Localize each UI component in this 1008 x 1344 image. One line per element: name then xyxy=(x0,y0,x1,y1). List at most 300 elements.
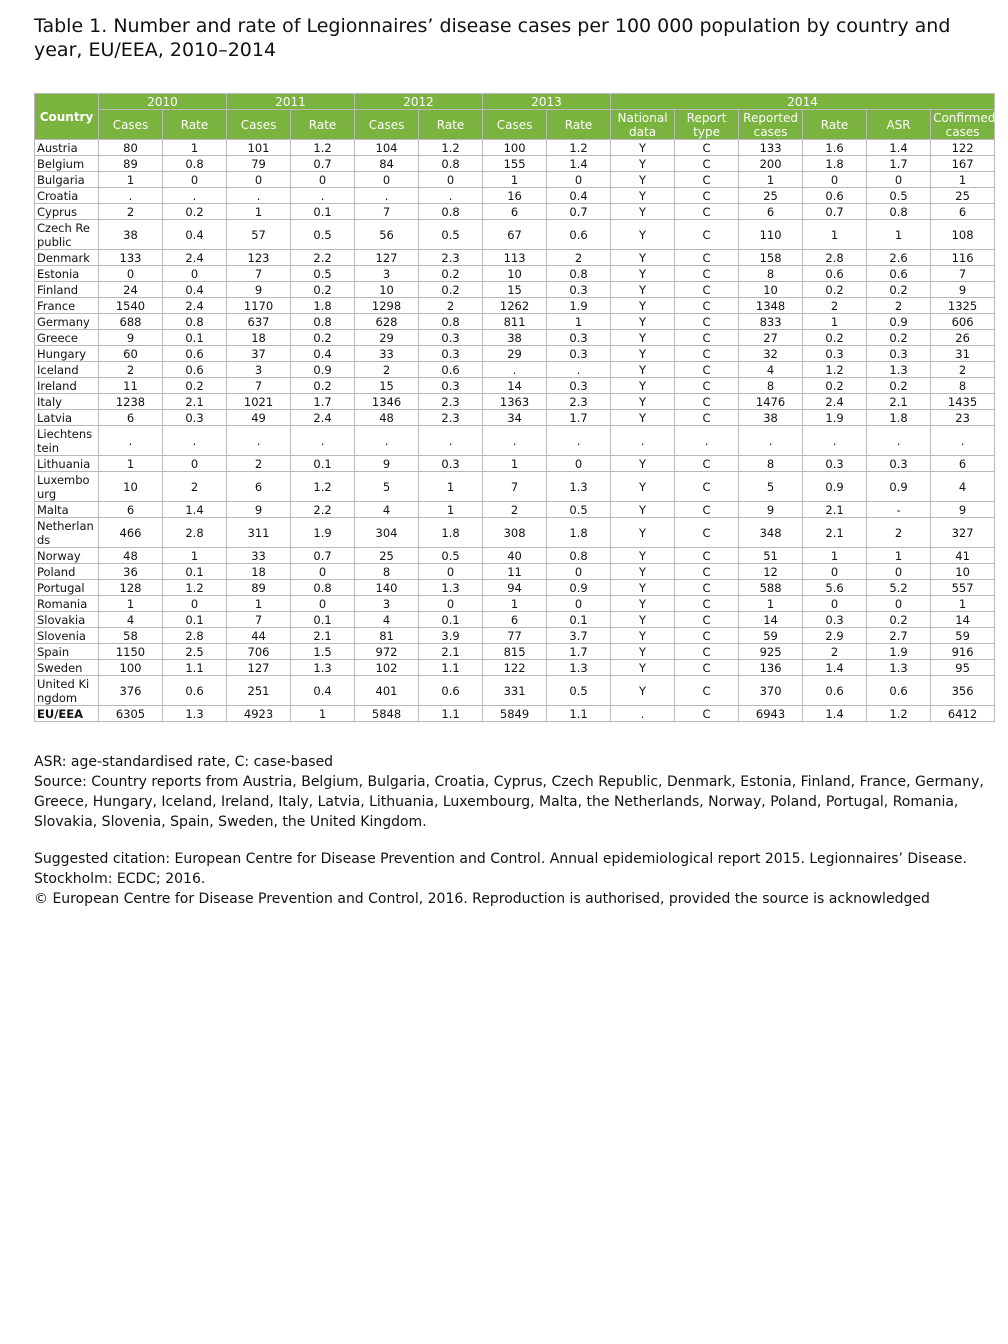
value-cell: . xyxy=(227,188,291,204)
value-cell: 2 xyxy=(867,518,931,548)
value-cell: C xyxy=(675,410,739,426)
value-cell: 38 xyxy=(739,410,803,426)
value-cell: 1.2 xyxy=(291,472,355,502)
value-cell: C xyxy=(675,676,739,706)
value-cell: 0 xyxy=(867,564,931,580)
value-cell: Y xyxy=(611,676,675,706)
value-cell: 0.3 xyxy=(547,282,611,298)
value-cell: 7 xyxy=(931,266,995,282)
value-cell: 10 xyxy=(483,266,547,282)
value-cell: 128 xyxy=(99,580,163,596)
value-cell: 6 xyxy=(99,410,163,426)
value-cell: . xyxy=(803,426,867,456)
value-cell: Y xyxy=(611,220,675,250)
value-cell: 25 xyxy=(739,188,803,204)
country-cell: Netherlands xyxy=(35,518,99,548)
country-cell: Portugal xyxy=(35,580,99,596)
value-cell: 4 xyxy=(355,612,419,628)
value-cell: 2.8 xyxy=(163,518,227,548)
value-cell: 0.4 xyxy=(291,346,355,362)
value-cell: 304 xyxy=(355,518,419,548)
value-cell: C xyxy=(675,314,739,330)
header-subcol: Confirmed cases xyxy=(931,110,995,140)
value-cell: 7 xyxy=(227,378,291,394)
value-cell: 0 xyxy=(163,172,227,188)
header-subcol: Cases xyxy=(99,110,163,140)
value-cell: . xyxy=(611,426,675,456)
value-cell: 2.1 xyxy=(803,518,867,548)
table-row xyxy=(35,472,995,502)
value-cell: C xyxy=(675,548,739,564)
value-cell: 1 xyxy=(419,472,483,502)
value-cell: 1348 xyxy=(739,298,803,314)
value-cell: 41 xyxy=(931,548,995,564)
table-row xyxy=(35,282,995,298)
value-cell: . xyxy=(739,426,803,456)
header-subcol: Cases xyxy=(483,110,547,140)
value-cell: 0.1 xyxy=(291,456,355,472)
country-cell: Belgium xyxy=(35,156,99,172)
value-cell: 0 xyxy=(419,172,483,188)
value-cell: 0.3 xyxy=(867,456,931,472)
value-cell: 0.9 xyxy=(867,314,931,330)
value-cell: 0.6 xyxy=(867,266,931,282)
value-cell: 1.2 xyxy=(803,362,867,378)
value-cell: 9 xyxy=(739,502,803,518)
value-cell: 1 xyxy=(739,596,803,612)
value-cell: Y xyxy=(611,298,675,314)
value-cell: 0.6 xyxy=(163,676,227,706)
value-cell: 1021 xyxy=(227,394,291,410)
value-cell: 12 xyxy=(739,564,803,580)
value-cell: 401 xyxy=(355,676,419,706)
value-cell: Y xyxy=(611,204,675,220)
value-cell: Y xyxy=(611,410,675,426)
value-cell: 1 xyxy=(227,596,291,612)
country-cell: Cyprus xyxy=(35,204,99,220)
country-cell: EU/EEA xyxy=(35,706,99,722)
value-cell: 1 xyxy=(803,548,867,564)
value-cell: 4 xyxy=(739,362,803,378)
value-cell: 972 xyxy=(355,644,419,660)
value-cell: 2.8 xyxy=(803,250,867,266)
value-cell: 5 xyxy=(355,472,419,502)
value-cell: 1.3 xyxy=(163,706,227,722)
value-cell: 34 xyxy=(483,410,547,426)
table-header xyxy=(35,94,995,140)
value-cell: 1346 xyxy=(355,394,419,410)
value-cell: 37 xyxy=(227,346,291,362)
table-row xyxy=(35,314,995,330)
value-cell: 7 xyxy=(483,472,547,502)
value-cell: . xyxy=(163,188,227,204)
header-year: 2012 xyxy=(355,94,483,110)
value-cell: 58 xyxy=(99,628,163,644)
value-cell: 916 xyxy=(931,644,995,660)
value-cell: 311 xyxy=(227,518,291,548)
table-row xyxy=(35,676,995,706)
value-cell: 15 xyxy=(483,282,547,298)
value-cell: 33 xyxy=(355,346,419,362)
value-cell: Y xyxy=(611,330,675,346)
value-cell: 1 xyxy=(867,548,931,564)
value-cell: 23 xyxy=(931,410,995,426)
value-cell: 9 xyxy=(355,456,419,472)
value-cell: 0.6 xyxy=(419,362,483,378)
value-cell: 0.3 xyxy=(419,330,483,346)
value-cell: 11 xyxy=(483,564,547,580)
value-cell: 89 xyxy=(227,580,291,596)
copyright-note: © European Centre for Disease Prevention and Control, 2016. Reproduction is authorised, provided the source is acknowledged xyxy=(34,891,930,907)
value-cell: Y xyxy=(611,628,675,644)
value-cell: Y xyxy=(611,456,675,472)
value-cell: 59 xyxy=(931,628,995,644)
value-cell: 1.7 xyxy=(547,644,611,660)
value-cell: 155 xyxy=(483,156,547,172)
value-cell: 2.1 xyxy=(291,628,355,644)
value-cell: 25 xyxy=(931,188,995,204)
value-cell: 1.1 xyxy=(547,706,611,722)
value-cell: 0 xyxy=(227,172,291,188)
value-cell: 26 xyxy=(931,330,995,346)
value-cell: Y xyxy=(611,580,675,596)
value-cell: 6 xyxy=(931,204,995,220)
value-cell: 251 xyxy=(227,676,291,706)
value-cell: Y xyxy=(611,394,675,410)
value-cell: C xyxy=(675,580,739,596)
value-cell: 0.2 xyxy=(867,330,931,346)
value-cell: 2 xyxy=(547,250,611,266)
value-cell: 67 xyxy=(483,220,547,250)
value-cell: 0.5 xyxy=(291,220,355,250)
value-cell: 0.1 xyxy=(163,612,227,628)
value-cell: 0.1 xyxy=(547,612,611,628)
value-cell: 348 xyxy=(739,518,803,548)
value-cell: 10 xyxy=(99,472,163,502)
value-cell: 0.6 xyxy=(547,220,611,250)
table-row xyxy=(35,660,995,676)
value-cell: 331 xyxy=(483,676,547,706)
value-cell: 2 xyxy=(419,298,483,314)
value-cell: 1.4 xyxy=(803,660,867,676)
value-cell: 48 xyxy=(99,548,163,564)
table-row xyxy=(35,628,995,644)
country-cell: Romania xyxy=(35,596,99,612)
value-cell: 0 xyxy=(867,172,931,188)
citation-note: Suggested citation: European Centre for Disease Prevention and Control. Annual epidemiological report 2015. Legionnaires’ Disease. Stockholm: ECDC; 2016. xyxy=(34,851,967,887)
value-cell: 2.3 xyxy=(547,394,611,410)
value-cell: . xyxy=(867,426,931,456)
value-cell: 33 xyxy=(227,548,291,564)
value-cell: 14 xyxy=(739,612,803,628)
value-cell: 0.3 xyxy=(803,612,867,628)
value-cell: 0.1 xyxy=(291,204,355,220)
value-cell: 79 xyxy=(227,156,291,172)
table-row xyxy=(35,220,995,250)
country-cell: Malta xyxy=(35,502,99,518)
value-cell: 1476 xyxy=(739,394,803,410)
table-row xyxy=(35,298,995,314)
value-cell: C xyxy=(675,330,739,346)
value-cell: 0.3 xyxy=(547,346,611,362)
value-cell: 0.3 xyxy=(419,456,483,472)
value-cell: 81 xyxy=(355,628,419,644)
value-cell: 9 xyxy=(931,282,995,298)
value-cell: 0.2 xyxy=(163,204,227,220)
value-cell: 6 xyxy=(739,204,803,220)
value-cell: 1170 xyxy=(227,298,291,314)
table-row xyxy=(35,250,995,266)
header-subcol: Rate xyxy=(419,110,483,140)
value-cell: 3.7 xyxy=(547,628,611,644)
value-cell: Y xyxy=(611,140,675,156)
value-cell: 0 xyxy=(163,456,227,472)
value-cell: 1.3 xyxy=(419,580,483,596)
value-cell: 127 xyxy=(227,660,291,676)
value-cell: 6 xyxy=(483,204,547,220)
value-cell: 0.6 xyxy=(163,346,227,362)
value-cell: 140 xyxy=(355,580,419,596)
value-cell: 38 xyxy=(99,220,163,250)
value-cell: 1540 xyxy=(99,298,163,314)
value-cell: 2.1 xyxy=(419,644,483,660)
value-cell: 925 xyxy=(739,644,803,660)
value-cell: 5 xyxy=(739,472,803,502)
value-cell: 116 xyxy=(931,250,995,266)
value-cell: . xyxy=(291,426,355,456)
value-cell: 1 xyxy=(227,204,291,220)
value-cell: 94 xyxy=(483,580,547,596)
value-cell: 1.4 xyxy=(803,706,867,722)
value-cell: 56 xyxy=(355,220,419,250)
value-cell: 308 xyxy=(483,518,547,548)
value-cell: 1 xyxy=(99,172,163,188)
value-cell: 3 xyxy=(355,266,419,282)
value-cell: . xyxy=(419,426,483,456)
country-cell: Luxembourg xyxy=(35,472,99,502)
value-cell: 1 xyxy=(931,596,995,612)
country-cell: Bulgaria xyxy=(35,172,99,188)
country-cell: Croatia xyxy=(35,188,99,204)
value-cell: 0.1 xyxy=(163,564,227,580)
value-cell: C xyxy=(675,188,739,204)
value-cell: 0.8 xyxy=(291,314,355,330)
table-row xyxy=(35,580,995,596)
value-cell: 2.1 xyxy=(163,394,227,410)
country-cell: Denmark xyxy=(35,250,99,266)
value-cell: 637 xyxy=(227,314,291,330)
page-title: Table 1. Number and rate of Legionnaires’ disease cases per 100 000 population by country and year, EU/EEA, 2010–2014 xyxy=(34,15,951,61)
value-cell: 0.2 xyxy=(867,282,931,298)
value-cell: 6 xyxy=(99,502,163,518)
value-cell: 4 xyxy=(931,472,995,502)
value-cell: Y xyxy=(611,172,675,188)
value-cell: 0.8 xyxy=(163,314,227,330)
value-cell: 0.5 xyxy=(547,676,611,706)
value-cell: 0.3 xyxy=(419,378,483,394)
value-cell: 1.2 xyxy=(163,580,227,596)
table-row xyxy=(35,394,995,410)
value-cell: C xyxy=(675,564,739,580)
value-cell: 100 xyxy=(99,660,163,676)
value-cell: 0.3 xyxy=(867,346,931,362)
value-cell: 2.5 xyxy=(163,644,227,660)
value-cell: 2.1 xyxy=(867,394,931,410)
value-cell: 0.3 xyxy=(803,346,867,362)
country-cell: Sweden xyxy=(35,660,99,676)
value-cell: 0.2 xyxy=(291,378,355,394)
country-cell: Hungary xyxy=(35,346,99,362)
value-cell: 1.9 xyxy=(803,410,867,426)
value-cell: Y xyxy=(611,564,675,580)
value-cell: 2.4 xyxy=(163,298,227,314)
value-cell: 122 xyxy=(483,660,547,676)
value-cell: . xyxy=(355,426,419,456)
value-cell: C xyxy=(675,378,739,394)
value-cell: 8 xyxy=(739,456,803,472)
value-cell: 1363 xyxy=(483,394,547,410)
header-subcol: National data xyxy=(611,110,675,140)
value-cell: 815 xyxy=(483,644,547,660)
value-cell: 0 xyxy=(803,564,867,580)
value-cell: 1.2 xyxy=(291,140,355,156)
value-cell: 1 xyxy=(547,314,611,330)
country-cell: France xyxy=(35,298,99,314)
value-cell: 1.2 xyxy=(867,706,931,722)
country-cell: Iceland xyxy=(35,362,99,378)
value-cell: 2.1 xyxy=(803,502,867,518)
value-cell: C xyxy=(675,362,739,378)
value-cell: 40 xyxy=(483,548,547,564)
value-cell: 9 xyxy=(227,502,291,518)
value-cell: 1.9 xyxy=(547,298,611,314)
value-cell: C xyxy=(675,220,739,250)
value-cell: 1 xyxy=(483,172,547,188)
value-cell: 1262 xyxy=(483,298,547,314)
value-cell: 14 xyxy=(483,378,547,394)
value-cell: 0.8 xyxy=(419,204,483,220)
value-cell: 0.2 xyxy=(867,378,931,394)
value-cell: 11 xyxy=(99,378,163,394)
value-cell: 0 xyxy=(547,596,611,612)
value-cell: 1.3 xyxy=(867,660,931,676)
value-cell: 0.8 xyxy=(419,156,483,172)
value-cell: 5.2 xyxy=(867,580,931,596)
value-cell: 0.4 xyxy=(163,282,227,298)
value-cell: 7 xyxy=(355,204,419,220)
value-cell: 0 xyxy=(291,596,355,612)
value-cell: 1.1 xyxy=(419,706,483,722)
value-cell: . xyxy=(611,706,675,722)
value-cell: . xyxy=(675,426,739,456)
value-cell: 0.9 xyxy=(291,362,355,378)
value-cell: . xyxy=(291,188,355,204)
value-cell: 113 xyxy=(483,250,547,266)
value-cell: 1298 xyxy=(355,298,419,314)
country-cell: Finland xyxy=(35,282,99,298)
value-cell: 1 xyxy=(99,596,163,612)
value-cell: 1.4 xyxy=(867,140,931,156)
value-cell: 833 xyxy=(739,314,803,330)
value-cell: 0 xyxy=(547,172,611,188)
value-cell: 1435 xyxy=(931,394,995,410)
value-cell: 1 xyxy=(163,548,227,564)
value-cell: 15 xyxy=(355,378,419,394)
value-cell: 38 xyxy=(483,330,547,346)
country-cell: Liechtenstein xyxy=(35,426,99,456)
value-cell: 122 xyxy=(931,140,995,156)
value-cell: 8 xyxy=(739,266,803,282)
value-cell: 628 xyxy=(355,314,419,330)
value-cell: 7 xyxy=(227,612,291,628)
value-cell: 18 xyxy=(227,330,291,346)
value-cell: - xyxy=(867,502,931,518)
country-cell: Spain xyxy=(35,644,99,660)
value-cell: . xyxy=(99,188,163,204)
value-cell: 1.3 xyxy=(867,362,931,378)
value-cell: 5848 xyxy=(355,706,419,722)
value-cell: 0 xyxy=(867,596,931,612)
value-cell: C xyxy=(675,172,739,188)
value-cell: . xyxy=(163,426,227,456)
value-cell: 36 xyxy=(99,564,163,580)
value-cell: 10 xyxy=(355,282,419,298)
value-cell: 31 xyxy=(931,346,995,362)
value-cell: 0.3 xyxy=(547,330,611,346)
value-cell: 158 xyxy=(739,250,803,266)
value-cell: 1.8 xyxy=(547,518,611,548)
value-cell: 108 xyxy=(931,220,995,250)
value-cell: . xyxy=(227,426,291,456)
value-cell: C xyxy=(675,282,739,298)
source-note: Source: Country reports from Austria, Belgium, Bulgaria, Croatia, Cyprus, Czech Republic, Denmark, Estonia, Finland, France, Germany, Greece, Hungary, Iceland, Ireland, Italy, Latvia, Lithuania, Luxembourg, Malta, the Netherlands, Norway, Poland, Portugal, Romania, Slovakia, Slovenia, Spain, Sweden, the United Kingdom. xyxy=(34,774,984,830)
value-cell: 2.7 xyxy=(867,628,931,644)
value-cell: 0 xyxy=(99,266,163,282)
value-cell: 2 xyxy=(483,502,547,518)
value-cell: 0.1 xyxy=(291,612,355,628)
value-cell: 8 xyxy=(355,564,419,580)
table-row xyxy=(35,140,995,156)
value-cell: 0.3 xyxy=(163,410,227,426)
value-cell: Y xyxy=(611,314,675,330)
value-cell: Y xyxy=(611,644,675,660)
value-cell: 2.9 xyxy=(803,628,867,644)
value-cell: 100 xyxy=(483,140,547,156)
table-row xyxy=(35,706,995,722)
value-cell: 1.3 xyxy=(291,660,355,676)
value-cell: 200 xyxy=(739,156,803,172)
table-row xyxy=(35,456,995,472)
table-row xyxy=(35,266,995,282)
value-cell: 8 xyxy=(739,378,803,394)
value-cell: 1 xyxy=(163,140,227,156)
value-cell: 10 xyxy=(931,564,995,580)
value-cell: 0.5 xyxy=(547,502,611,518)
value-cell: 1.8 xyxy=(291,298,355,314)
value-cell: C xyxy=(675,472,739,502)
value-cell: 3 xyxy=(355,596,419,612)
value-cell: 0 xyxy=(291,564,355,580)
header-year: 2013 xyxy=(483,94,611,110)
value-cell: 0.6 xyxy=(419,676,483,706)
value-cell: Y xyxy=(611,346,675,362)
value-cell: 167 xyxy=(931,156,995,172)
header-year: 2014 xyxy=(611,94,995,110)
value-cell: 0.8 xyxy=(867,204,931,220)
country-cell: Ireland xyxy=(35,378,99,394)
value-cell: 16 xyxy=(483,188,547,204)
value-cell: 84 xyxy=(355,156,419,172)
